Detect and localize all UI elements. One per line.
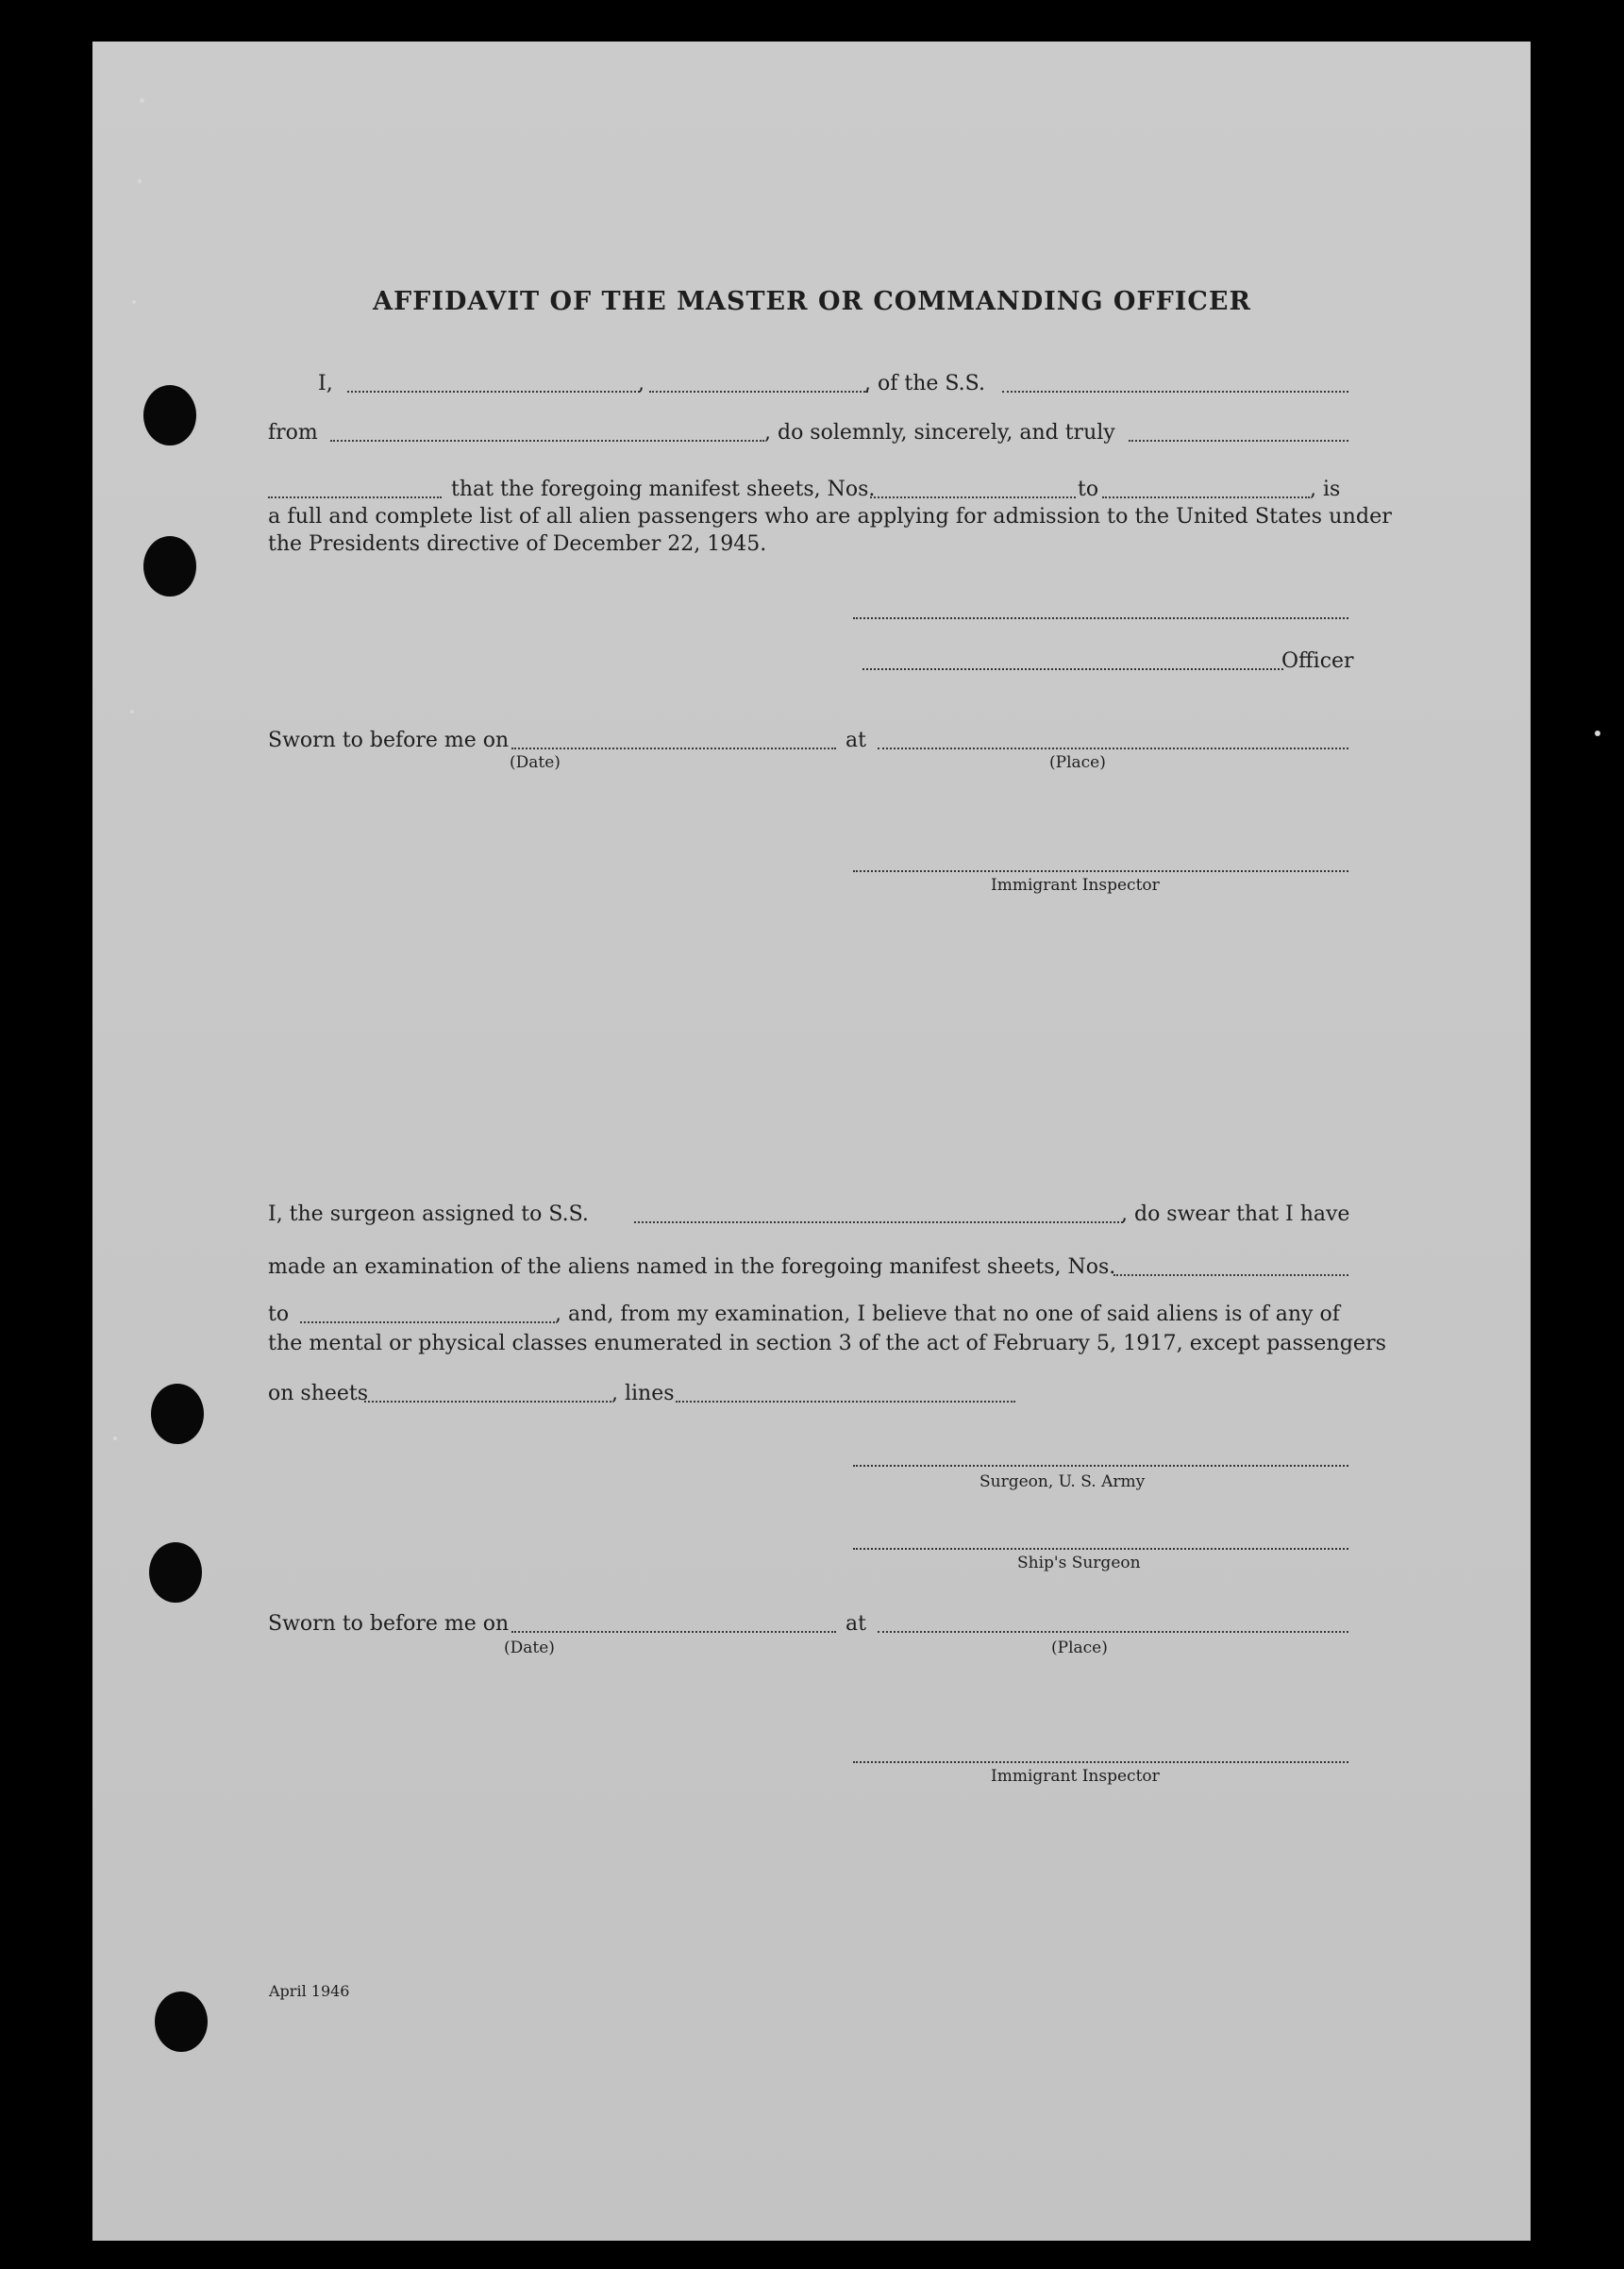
master-sheets-from-field[interactable] [870, 496, 1076, 498]
master-i-label: I, [318, 372, 333, 395]
master-place-caption: (Place) [1049, 753, 1106, 772]
punch-hole-1 [143, 385, 196, 445]
army-surgeon-signature-line[interactable] [853, 1465, 1348, 1467]
master-sworn-place-field[interactable] [878, 748, 1348, 749]
surgeon-ship-field[interactable] [634, 1221, 1123, 1223]
ship-surgeon-signature-line[interactable] [853, 1548, 1348, 1550]
master-date-caption: (Date) [510, 753, 561, 772]
ship-surgeon-caption: Ship's Surgeon [1017, 1554, 1141, 1572]
margin-speck [130, 710, 134, 714]
surgeon-sheets-to-field[interactable] [300, 1321, 555, 1323]
master-sheets-to-field[interactable] [1102, 496, 1310, 498]
surgeon-line-1-end: , do swear that I have [1121, 1202, 1350, 1226]
surgeon-sheets-from-field[interactable] [1113, 1274, 1348, 1276]
master-sworn-date-field[interactable] [511, 748, 836, 749]
master-name-comma: , [638, 372, 645, 395]
margin-speck [1595, 731, 1600, 736]
master-signature-line[interactable] [853, 617, 1348, 619]
surgeon-exception-lines-field[interactable] [676, 1401, 1015, 1403]
master-inspector-caption: Immigrant Inspector [991, 876, 1160, 895]
officer-label: Officer [1281, 649, 1354, 673]
punch-hole-5 [155, 1992, 208, 2052]
surgeon-exception-sheets-field[interactable] [364, 1401, 611, 1403]
master-from-field[interactable] [330, 440, 764, 442]
master-ss-label: , of the S.S. [864, 372, 985, 395]
master-inspector-signature-line[interactable] [853, 870, 1348, 872]
surgeon-at-label: at [845, 1612, 866, 1636]
margin-speck [113, 1437, 117, 1440]
form-page [92, 42, 1531, 2241]
master-to-label: to [1078, 478, 1099, 501]
master-statement-line-5: the Presidents directive of December 22, 1945. [268, 532, 767, 556]
punch-hole-4 [149, 1542, 202, 1603]
master-at-label: at [845, 729, 866, 752]
master-ship-field[interactable] [1002, 391, 1348, 393]
master-is-label: , is [1310, 478, 1341, 501]
officer-signature-line[interactable] [862, 668, 1283, 670]
master-oath-field[interactable] [1129, 440, 1348, 442]
margin-speck [132, 300, 136, 304]
master-rank-field[interactable] [649, 391, 868, 393]
master-name-field[interactable] [347, 391, 640, 393]
surgeon-line-4: the mental or physical classes enumerated in section 3 of the act of February 5, 1917, except passengers [268, 1331, 1387, 1355]
master-solemnly-label: , do solemnly, sincerely, and truly [764, 421, 1115, 445]
surgeon-inspector-caption: Immigrant Inspector [991, 1767, 1160, 1786]
surgeon-place-caption: (Place) [1051, 1639, 1108, 1657]
army-surgeon-caption: Surgeon, U. S. Army [979, 1472, 1146, 1491]
surgeon-sworn-date-field[interactable] [511, 1631, 836, 1633]
surgeon-sworn-place-field[interactable] [878, 1631, 1348, 1633]
margin-speck [138, 179, 142, 183]
punch-hole-3 [151, 1384, 204, 1444]
master-statement-line-4: a full and complete list of all alien passengers who are applying for admission to the United States under [268, 504, 1392, 529]
surgeon-inspector-signature-line[interactable] [853, 1761, 1348, 1763]
surgeon-line-3: , and, from my examination, I believe that no one of said aliens is of any of [555, 1303, 1340, 1326]
master-oath-verb-field[interactable] [268, 496, 442, 498]
punch-hole-2 [143, 536, 196, 597]
surgeon-date-caption: (Date) [504, 1639, 555, 1657]
form-date-footer: April 1946 [269, 1982, 350, 2000]
surgeon-sworn-label: Sworn to before me on [268, 1612, 510, 1636]
surgeon-to-label: to [268, 1303, 290, 1326]
surgeon-lines-label: , lines [611, 1382, 675, 1405]
form-title: AFFIDAVIT OF THE MASTER OR COMMANDING OFFICER [373, 287, 1251, 316]
surgeon-line-1: I, the surgeon assigned to S.S. [268, 1202, 589, 1226]
master-manifest-label: that the foregoing manifest sheets, Nos. [451, 478, 876, 501]
master-from-label: from [268, 421, 318, 445]
master-sworn-label: Sworn to before me on [268, 729, 510, 752]
surgeon-sheets-label: on sheets [268, 1382, 369, 1405]
margin-speck [140, 98, 144, 103]
surgeon-line-2: made an examination of the aliens named in the foregoing manifest sheets, Nos. [268, 1255, 1116, 1279]
